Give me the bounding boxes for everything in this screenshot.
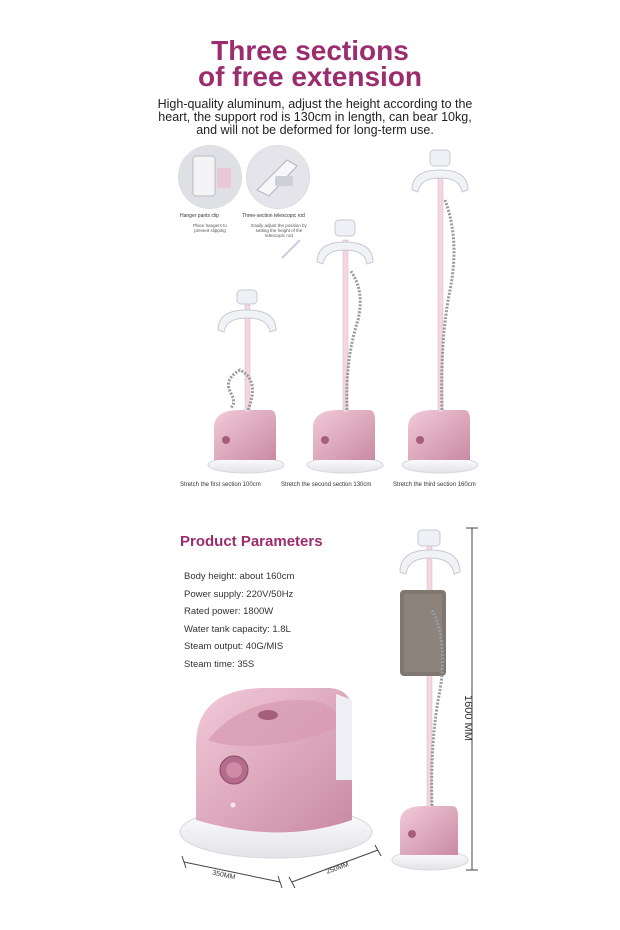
steamer-stage-2: [282, 220, 383, 473]
parameters-list: [184, 568, 294, 673]
width-dimension-label: 350MM: [211, 869, 236, 882]
steamer-full-height: [392, 530, 468, 870]
param-rated-power: Rated power: 1800W: [184, 606, 274, 617]
steamer-stage-1: [208, 290, 284, 473]
param-steam-time: Steam time: 35S: [184, 658, 255, 670]
hanger-caption-subtitle: Place hangers to prevent slipping: [193, 223, 227, 233]
param-water-tank: Water tank capacity: 1.8L: [184, 623, 291, 635]
rod-caption-title: Three-section telescopic rod: [242, 213, 305, 219]
stage-caption-1: Stretch the first section 100cm: [180, 482, 261, 488]
height-dimension-label: 1600 MM: [462, 695, 474, 741]
title-line-2: of free extension: [197, 61, 423, 92]
steamer-main-body: [180, 688, 372, 858]
intro-description: High-quality aluminum, adjust the height according to the heart, the support rod is 130cm in length, can bear 10kg, and will not be deformed for long-term use.: [157, 97, 473, 137]
stage-caption-3: Stretch the third section 160cm: [393, 482, 476, 488]
parameters-title: Product Parameters: [180, 533, 323, 550]
param-power-supply: Power supply: 220V/50Hz: [184, 588, 294, 600]
stage-caption-2: Stretch the second section 130cm: [281, 482, 372, 488]
depth-dimension-label: 250MM: [325, 861, 350, 876]
param-steam-output: Steam output: 40G/MIS: [184, 641, 284, 652]
param-body-height: Body height: about 160cm: [184, 571, 295, 582]
title-line-1: Three sections: [211, 35, 409, 66]
steamer-stage-3: [402, 150, 478, 473]
rod-caption-subtitle: Easily adjust the position by setting the height of the telescopic rod: [251, 223, 307, 238]
hanger-caption-title: Hanger pants clip: [180, 213, 219, 219]
